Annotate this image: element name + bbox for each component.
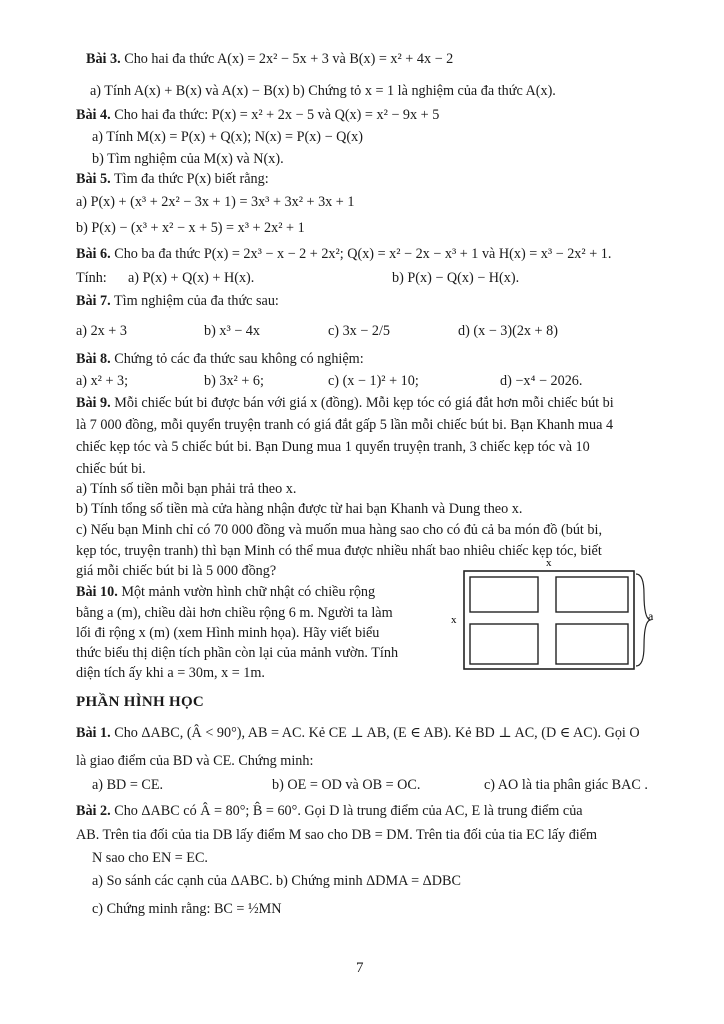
- b9-part-c-2: kẹp tóc, truyện tranh) thì bạn Minh có thể mua được nhiều nhất bao nhiêu chiếc kẹp tóc, biết: [76, 543, 602, 559]
- b3-parts: a) Tính A(x) + B(x) và A(x) − B(x) b) Chứng tỏ x = 1 là nghiệm của đa thức A(x).: [90, 83, 556, 99]
- b8-part-a: a) x² + 3;: [76, 373, 129, 389]
- g1-part-c: c) AO là tia phân giác BAC .: [484, 777, 648, 793]
- b6-stem: Bài 6. Cho ba đa thức P(x) = 2x³ − x − 2 + 2x²; Q(x) = x² − 2x − x³ + 1 và H(x) = x³ − 2x² + 1.: [76, 246, 612, 262]
- g2-line-2: AB. Trên tia đối của tia DB lấy điểm M sao cho DB = DM. Trên tia đối của tia EC lấy điểm: [76, 827, 598, 843]
- b7-part-a: a) 2x + 3: [76, 323, 127, 339]
- b4-part-b: b) Tìm nghiệm của M(x) và N(x).: [92, 151, 284, 167]
- g2-part-a-b: a) So sánh các cạnh của ΔABC. b) Chứng minh ΔDMA = ΔDBC: [92, 873, 461, 889]
- b10-line-3: lối đi rộng x (m) (xem Hình minh họa). Hãy viết biểu: [76, 625, 380, 641]
- b10-line-1: Bài 10. Một mảnh vườn hình chữ nhật có chiều rộng: [76, 584, 376, 600]
- garden-plot-bottom-left: [470, 624, 538, 664]
- b6-part-a: a) P(x) + Q(x) + H(x).: [128, 270, 255, 286]
- g1-line-2: là giao điểm của BD và CE. Chứng minh:: [76, 753, 314, 769]
- g1-line-1: Bài 1. Cho ΔABC, (Â < 90°), AB = AC. Kẻ CE ⊥ AB, (E ∈ AB). Kẻ BD ⊥ AC, (D ∈ AC). Gọi O: [76, 725, 640, 741]
- garden-right-label: a: [648, 609, 654, 623]
- g2-line-3: N sao cho EN = EC.: [92, 850, 208, 866]
- garden-figure: [446, 556, 666, 674]
- b9-part-b: b) Tính tổng số tiền mà cửa hàng nhận được từ hai bạn Khanh và Dung theo x.: [76, 501, 523, 517]
- garden-top-label: x: [546, 557, 552, 569]
- b6-part-b: b) P(x) − Q(x) − H(x).: [392, 270, 520, 286]
- page-number: 7: [356, 960, 364, 976]
- b4-stem: Bài 4. Cho hai đa thức: P(x) = x² + 2x − 5 và Q(x) = x² − 9x + 5: [76, 107, 440, 123]
- garden-plot-top-left: [470, 577, 538, 612]
- g2-line-1: Bài 2. Cho ΔABC có Â = 80°; B̂ = 60°. Gọi D là trung điểm của AC, E là trung điểm của: [76, 803, 583, 819]
- b8-stem: Bài 8. Chứng tỏ các đa thức sau không có nghiệm:: [76, 351, 364, 367]
- b5-part-a: a) P(x) + (x³ + 2x² − 3x + 1) = 3x³ + 3x² + 3x + 1: [76, 194, 355, 210]
- geometry-heading: PHẦN HÌNH HỌC: [76, 694, 205, 710]
- garden-plot-top-right: [556, 577, 628, 612]
- b8-part-d: d) −x⁴ − 2026.: [500, 373, 583, 389]
- b9-line-4: chiếc bút bi.: [76, 461, 146, 477]
- b7-part-d: d) (x − 3)(2x + 8): [458, 323, 558, 339]
- b7-part-c: c) 3x − 2/5: [328, 323, 390, 339]
- b4-part-a: a) Tính M(x) = P(x) + Q(x); N(x) = P(x) − Q(x): [92, 129, 363, 145]
- b9-line-2: là 7 000 đồng, mỗi quyển truyện tranh có giá đắt gấp 5 lần mỗi chiếc bút bi. Bạn Khanh mua 4: [76, 417, 614, 433]
- g2-part-c: c) Chứng minh rằng: BC = ½MN: [92, 901, 282, 917]
- b5-part-b: b) P(x) − (x³ + x² − x + 5) = x³ + 2x² + 1: [76, 220, 305, 236]
- b10-line-5: diện tích ấy khi a = 30m, x = 1m.: [76, 665, 265, 681]
- b8-part-c: c) (x − 1)² + 10;: [328, 373, 419, 389]
- garden-plot-bottom-right: [556, 624, 628, 664]
- b9-part-a: a) Tính số tiền mỗi bạn phải trả theo x.: [76, 481, 297, 497]
- b9-line-1: Bài 9. Mỗi chiếc bút bi được bán với giá x (đồng). Mỗi kẹp tóc có giá đắt hơn mỗi chiếc bút bi: [76, 395, 614, 411]
- b8-part-b: b) 3x² + 6;: [204, 373, 264, 389]
- garden-outline: [464, 571, 634, 669]
- g1-part-a: a) BD = CE.: [92, 777, 164, 793]
- b9-part-c-3: giá mỗi chiếc bút bi là 5 000 đồng?: [76, 563, 277, 579]
- b7-stem: Bài 7. Tìm nghiệm của đa thức sau:: [76, 293, 279, 309]
- b7-part-b: b) x³ − 4x: [204, 323, 260, 339]
- b9-part-c-1: c) Nếu bạn Minh chỉ có 70 000 đồng và muốn mua hàng sao cho có đủ cả ba món đồ (bút bi,: [76, 522, 603, 538]
- b6-tinh: Tính:: [76, 270, 107, 286]
- g1-part-b: b) OE = OD và OB = OC.: [272, 777, 421, 793]
- b10-line-2: bằng a (m), chiều dài hơn chiều rộng 6 m. Người ta làm: [76, 605, 393, 621]
- b9-line-3: chiếc kẹp tóc và 5 chiếc bút bi. Bạn Dung mua 1 quyển truyện tranh, 3 chiếc kẹp tóc và 10: [76, 439, 590, 455]
- b5-stem: Bài 5. Tìm đa thức P(x) biết rằng:: [76, 171, 269, 187]
- b3-stem: Bài 3. Cho hai đa thức A(x) = 2x² − 5x + 3 và B(x) = x² + 4x − 2: [86, 51, 454, 67]
- b10-line-4: thức biểu thị diện tích phần còn lại của mảnh vườn. Tính: [76, 645, 399, 661]
- garden-left-label: x: [451, 614, 457, 626]
